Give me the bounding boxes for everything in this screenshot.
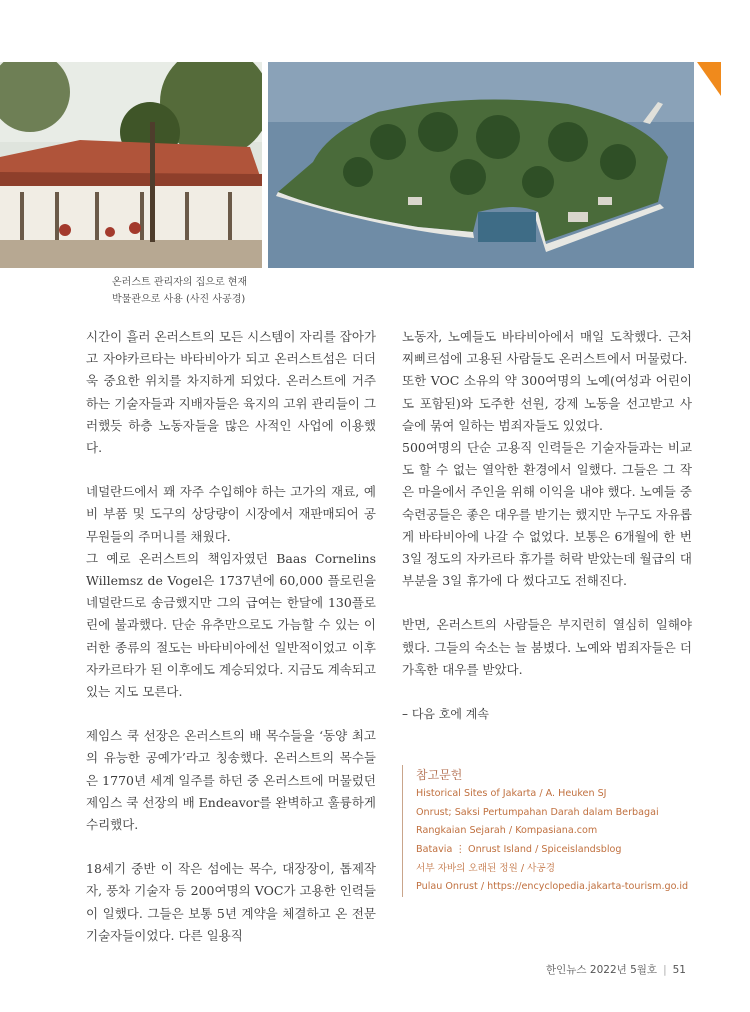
reference-item: Pulau Onrust / https://encyclopedia.jakarta-tourism.go.id [416,881,689,893]
article-right-column [402,326,692,897]
paragraph: 시간이 흘러 온러스트의 모든 시스템이 자리를 잡아가고 자야카르타는 바타비아가 되고 온러스트섬은 더더욱 중요한 위치를 차지하게 되었다. 온러스트에 거주하는 기술자들과 지배자들은 육지의 고위 관리들이 그러했듯 하층 노동자들을 많은 사적인 사업에 이용했다. [86,329,376,456]
footer-separator: | [663,964,667,976]
references-list [416,785,692,897]
reference-item: Batavia ⋮ Onrust Island / Spiceislandsblog [416,844,622,856]
references-title: 참고문헌 [416,768,463,783]
paragraph: 그 예로 온러스트의 책임자였던 Baas Cornelins Willemsz de Vogel은 1737년에 60,000 플로린을 네덜란드로 송금했지만 그의 급여는 한달에 130플로린에 불과했다. 단순 유추만으로도 가늠할 수 있는 이러한 종류의 절도는 바타비아에선 일반적이었고 이후 자카르타가 된 이후에도 계승되었다. 지금도 계속되고 있는 지도 모른다. [86,550,376,700]
aerial-island-photo [268,62,694,268]
reference-item: 서부 자바의 오래된 정원 / 사공경 [416,862,555,874]
paragraph: 노동자, 노예들도 바타비아에서 매일 도착했다. 근처 찌삐르섬에 고용된 사람들도 온러스트에서 머물렀다. [402,329,692,367]
caption-line: 온러스트 관리자의 집으로 현재 [112,277,248,288]
paragraph: 500여명의 단순 고용직 인력들은 기술자들과는 비교도 할 수 없는 열악한 환경에서 일했다. 그들은 그 작은 마을에서 주인을 위해 이익을 내야 했다. 노예들 중 숙련공들은 좋은 대우를 받기는 했지만 누구도 자유롭게 바타비아에 나갈 수 없었다. 보통은 6개월에 한 번 3일 정도의 자카르타 휴가를 허락 받았는데 월급의 대부분을 3일 휴가에 다 썼다고도 전해진다. [402,440,692,589]
references-box [402,765,692,897]
photo-caption [112,274,272,308]
reference-item: Historical Sites of Jakarta / A. Heuken SJ [416,788,607,800]
page-footer [546,962,686,977]
paragraph: 18세기 중반 이 작은 섬에는 목수, 대장장이, 톱제작자, 풍차 기술자 등 200여명의 VOC가 고용한 인력들이 일했다. 그들은 보통 5년 계약을 체결하고 온 전문 기술자들이었다. 다른 일용직 [86,861,376,943]
caption-line: 박물관으로 사용 (사진 사공경) [112,294,246,305]
article-left-column [86,326,376,947]
reference-item: Onrust; Saksi Pertumpahan Darah dalam Berbagai [416,806,659,818]
orange-corner-mark [697,62,721,96]
paragraph: 또한 VOC 소유의 약 300여명의 노예(여성과 어린이도 포함된)와 도주한 선원, 강제 노동을 선고받고 사슬에 묶여 일하는 범죄자들도 있었다. [402,373,692,433]
continued-next-issue: – 다음 호에 계속 [402,707,489,722]
house-museum-photo [0,62,262,268]
paragraph: 반면, 온러스트의 사람들은 부지런히 열심히 일해야 했다. 그들의 숙소는 늘 붐볐다. 노예와 범죄자들은 더 가혹한 대우를 받았다. [402,617,692,677]
reference-item: Rangkaian Sejarah / Kompasiana.com [416,825,598,837]
paragraph: 네덜란드에서 꽤 자주 수입해야 하는 고가의 재료, 예비 부품 및 도구의 상당량이 시장에서 재판매되어 공무원들의 주머니를 채웠다. [86,484,376,544]
page-number: 51 [672,964,686,976]
aerial-island-illustration [268,62,694,268]
publication-name: 한인뉴스 2022년 5월호 [546,964,658,976]
paragraph: 제임스 쿡 선장은 온러스트의 배 목수들을 ‘동양 최고의 유능한 공예가’라고 칭송했다. 온러스트의 목수들은 1770년 세계 일주를 하던 중 온러스트에 머물렀던 제임스 쿡 선장의 배 Endeavor를 완벽하고 훌륭하게 수리했다. [86,728,376,833]
house-museum-illustration [0,62,262,268]
